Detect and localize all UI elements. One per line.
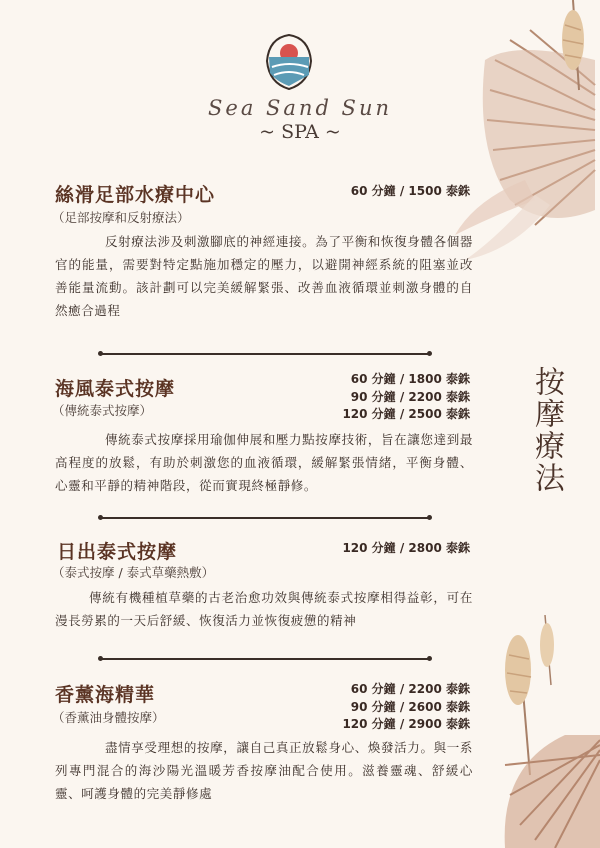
- service-price: 60 分鐘 / 2200 泰銖: [350, 682, 470, 696]
- vertical-section-title: 按摩療法: [529, 366, 564, 494]
- service-title: 絲滑足部水療中心: [55, 184, 216, 206]
- service-prices: [342, 681, 470, 734]
- service-description: 反射療法涉及刺激腳底的神經連接。為了平衡和恢復身體各個器官的能量，需要對特定點施加穩定的壓力，以避開神經系統的阻塞並改善能量流動。該計劃可以完美緩解緊張、改善血液循環並刺激身體的自然癒合過程: [55, 234, 473, 318]
- service-description: 傳統泰式按摩採用瑜伽伸展和壓力點按摩技術，旨在讓您達到最高程度的放鬆，有助於刺激您的血液循環，緩解緊張情緒，平衡身體、心靈和平靜的精神階段，從而實現終極靜修。: [55, 432, 473, 493]
- service-prices: [351, 183, 470, 201]
- service-description: 盡情享受理想的按摩，讓自己真正放鬆身心、煥發活力。與一系列專門混合的海沙陽光溫暖芳香按摩油配合使用。滋養靈魂、舒緩心靈、呵護身體的完美靜修處: [55, 740, 473, 801]
- service-subtitle: （泰式按摩 / 泰式草藥熱敷）: [52, 565, 215, 580]
- service-subtitle: （足部按摩和反射療法）: [52, 210, 190, 225]
- service-title: 香薰海精華: [55, 684, 156, 706]
- service-subtitle: （傳統泰式按摩）: [52, 403, 153, 418]
- service-subtitle: （香薰油身體按摩）: [52, 710, 165, 725]
- service-price: 120 分鐘 / 2800 泰銖: [342, 541, 470, 555]
- dried-palm-leaf-bottom-illustration: [485, 615, 600, 848]
- service-price: 120 分鐘 / 2900 泰銖: [342, 717, 470, 731]
- spa-logo: [264, 33, 314, 91]
- service-price: 120 分鐘 / 2500 泰銖: [342, 407, 470, 421]
- section-divider: [100, 517, 430, 519]
- dried-palm-leaf-top-illustration: [455, 0, 600, 300]
- service-price: 90 分鐘 / 2600 泰銖: [350, 699, 470, 714]
- section-divider: [100, 658, 430, 660]
- service-description: 傳統有機種植草藥的古老治愈功效與傳統泰式按摩相得益彰，可在漫長勞累的一天后舒緩、恢復活力並恢復疲憊的精神: [55, 590, 473, 628]
- service-price: 60 分鐘 / 1500 泰銖: [350, 184, 470, 198]
- service-title: 海風泰式按摩: [55, 378, 176, 400]
- service-price: 90 分鐘 / 2200 泰銖: [350, 389, 470, 404]
- service-prices: [342, 540, 470, 558]
- service-price: 60 分鐘 / 1800 泰銖: [350, 372, 470, 386]
- brand-name: Sea Sand Sun: [208, 96, 392, 120]
- brand-subtitle: ~ SPA ~: [259, 121, 341, 143]
- service-prices: [342, 371, 470, 424]
- service-title: 日出泰式按摩: [57, 541, 178, 563]
- section-divider: [100, 353, 430, 355]
